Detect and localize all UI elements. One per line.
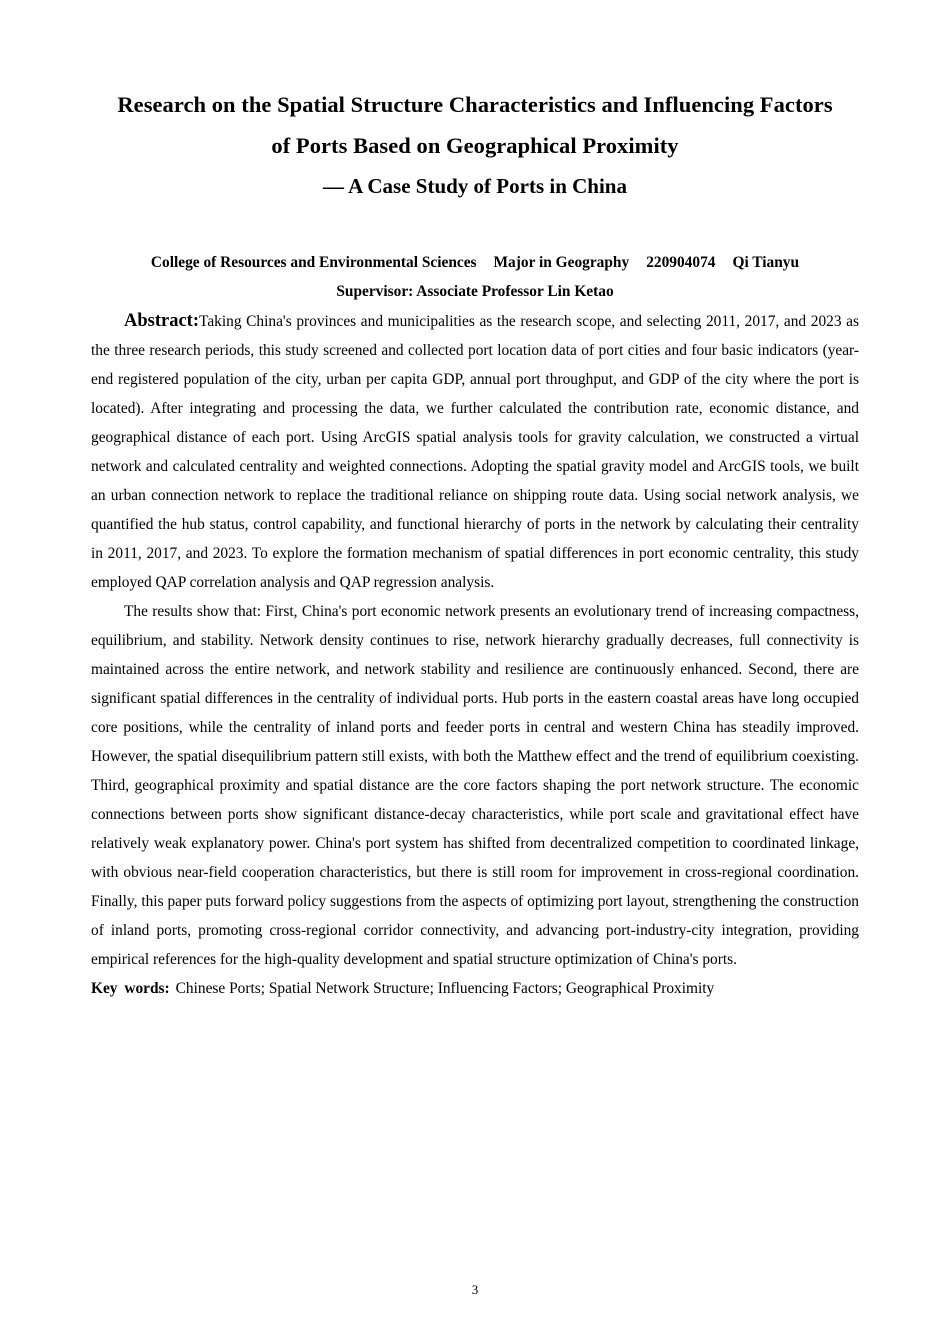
supervisor-line: Supervisor: Associate Professor Lin Ketao (336, 283, 614, 300)
paper-page (91, 0, 859, 1003)
college-name: College of Resources and Environmental Sciences (150, 254, 477, 271)
abstract-paragraph-2: The results show that: First, China's port economic network presents an evolutionary trend of increasing compactness, equilibrium, and stability. Network density continues to rise, network hierarchy gradually decreases, full connectivity is maintained across the entire network, and network stability and resilience are continuously enhanced. Second, there are significant spatial differences in the centrality of individual ports. Hub ports in the eastern coastal areas have long occupied core positions, while the centrality of inland ports and feeder ports in central and western China has steadily improved. However, the spatial disequilibrium pattern still exists, with both the Matthew effect and the trend of equilibrium coexisting. Third, geographical proximity and spatial distance are the core factors shaping the port network structure. The economic connections between ports show significant distance-decay characteristics, while port scale and gravitational effect have relatively weak explanatory power. China's port system has shifted from decentralized competition to coordinated linkage, with obvious near-field cooperation characteristics, but there is still room for improvement in cross-regional coordination. Finally, this paper puts forward policy suggestions from the aspects of optimizing port layout, strengthening the construction of inland ports, promoting cross-regional corridor connectivity, and advancing port-industry-city integration, providing empirical references for the high-quality development and spatial structure optimization of China's ports. (91, 603, 859, 968)
paper-subtitle: — A Case Study of Ports in China (323, 174, 627, 198)
abstract-label: Abstract: (124, 311, 200, 331)
student-id: 220904074 (646, 254, 716, 271)
major-name: Major in Geography (493, 254, 630, 271)
keywords-text: Chinese Ports; Spatial Network Structure; Influencing Factors; Geographical Proximity (175, 980, 715, 997)
title-line-1: Research on the Spatial Structure Characteristics and Influencing Factors (117, 92, 833, 117)
abstract-text-1: Taking China's provinces and municipalities as the research scope, and selecting 2011, 2017, and 2023 as the three research periods, this study screened and collected port location data of port cities and four basic indicators (year-end registered population of the city, urban per capita GDP, annual port throughput, and GDP of the city where the port is located). After integrating and processing the data, we further calculated the contribution rate, economic distance, and geographical distance of each port. Using ArcGIS spatial analysis tools for gravity calculation, we constructed a virtual network and calculated centrality and weighted connections. Adopting the spatial gravity model and ArcGIS tools, we built an urban connection network to replace the traditional reliance on shipping route data. Using social network analysis, we quantified the hub status, control capability, and functional hierarchy of ports in the network by calculating their centrality in 2011, 2017, and 2023. To explore the formation mechanism of spatial differences in port economic centrality, this study employed QAP correlation analysis and QAP regression analysis. (91, 313, 859, 591)
abstract-paragraph-1 (91, 307, 859, 597)
keywords-line (91, 974, 859, 1003)
page-number: 3 (471, 1282, 479, 1297)
author-affiliation (91, 206, 859, 277)
author-name: Qi Tianyu (732, 254, 800, 271)
keywords-label: Key words: (91, 980, 170, 997)
paper-title (91, 0, 859, 166)
title-line-2: of Ports Based on Geographical Proximity (271, 133, 679, 158)
